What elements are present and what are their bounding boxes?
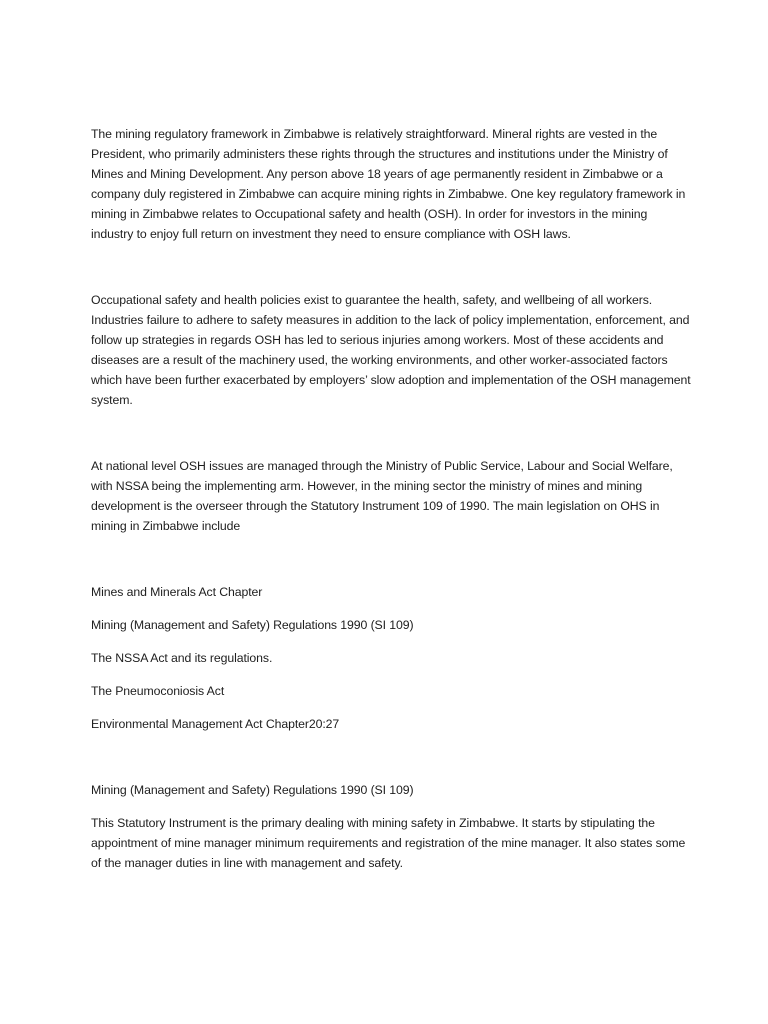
legislation-item: Mining (Management and Safety) Regulations 1990 (SI 109) (91, 618, 414, 632)
legislation-item: Environmental Management Act Chapter20:27 (91, 717, 340, 731)
section-heading: Mining (Management and Safety) Regulations 1990 (SI 109) (91, 783, 414, 797)
paragraph-osh-policies: Occupational safety and health policies exist to guarantee the health, safety, and wellbeing of all workers. Industries failure to adhere to safety measures in addition to the lack of policy implementation, enforcement, and follow up strategies in regards OSH has led to serious injuries among workers. Most of these accidents and diseases are a result of the machinery used, the working environments, and other worker-associated factors which have been further exacerbated by employers’ slow adoption and implementation of the OSH management system. (91, 293, 691, 407)
section-body: This Statutory Instrument is the primary dealing with mining safety in Zimbabwe. It starts by stipulating the appointment of mine manager minimum requirements and registration of the mine manager. It also states some of the manager duties in line with management and safety. (91, 816, 686, 870)
legislation-list (91, 582, 691, 734)
paragraph-national-level: At national level OSH issues are managed through the Ministry of Public Service, Labour and Social Welfare, with NSSA being the implementing arm. However, in the mining sector the ministry of mines and mining development is the overseer through the Statutory Instrument 109 of 1990. The main legislation on OHS in mining in Zimbabwe include (91, 459, 673, 533)
legislation-item: The NSSA Act and its regulations. (91, 651, 273, 665)
legislation-item: The Pneumoconiosis Act (91, 684, 225, 698)
legislation-item: Mines and Minerals Act Chapter (91, 585, 263, 599)
paragraph-regulatory-framework: The mining regulatory framework in Zimbabwe is relatively straightforward. Mineral rights are vested in the President, who primarily administers these rights through the structures and institutions under the Ministry of Mines and Mining Development. Any person above 18 years of age permanently resident in Zimbabwe or a company duly registered in Zimbabwe can acquire mining rights in Zimbabwe. One key regulatory framework in mining in Zimbabwe relates to Occupational safety and health (OSH). In order for investors in the mining industry to enjoy full return on investment they need to ensure compliance with OSH laws. (91, 127, 686, 241)
document-body (91, 124, 691, 873)
